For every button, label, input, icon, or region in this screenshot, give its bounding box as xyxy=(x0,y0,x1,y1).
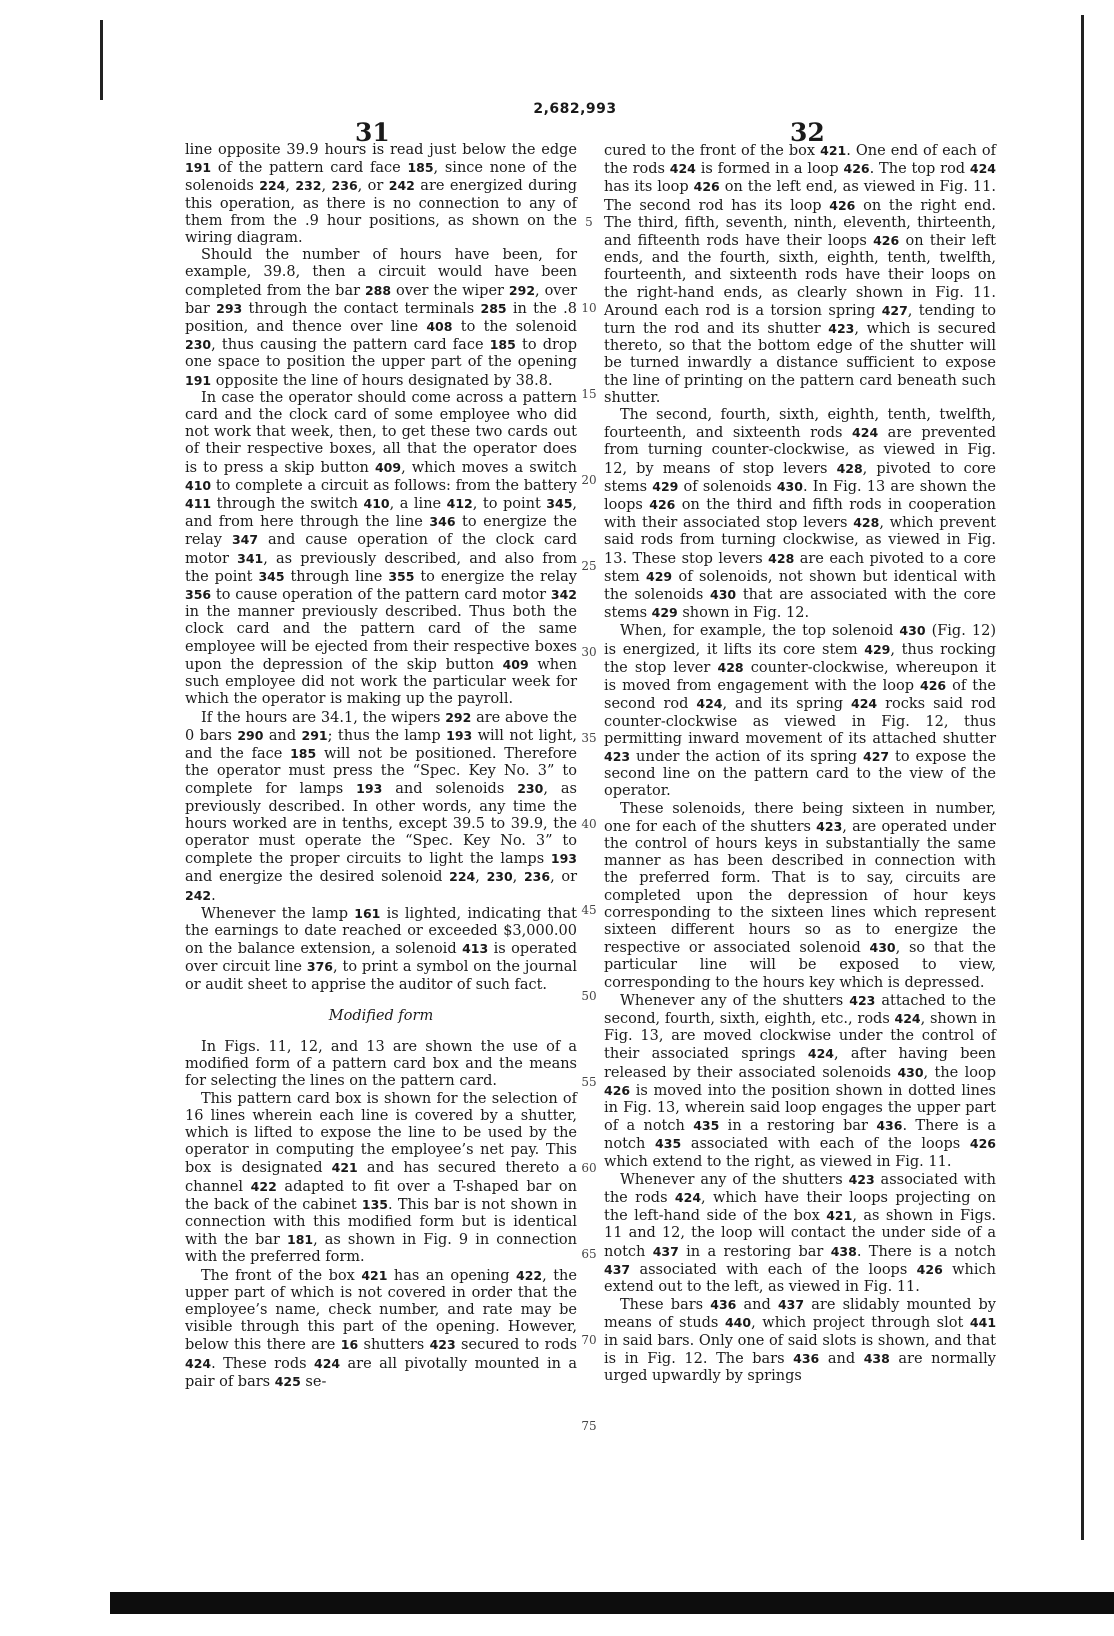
reference-numeral: 410 xyxy=(363,496,390,512)
paragraph: Whenever the lamp 161 is lighted, indicating that the earnings to date reached or exceeded $3,000.00 on the balance extension, a solenoid 413 is operated over circuit line 376, to print a symbol on the journal or audit sheet to apprise the auditor of such fact. xyxy=(185,905,577,993)
reference-numeral: 342 xyxy=(550,587,577,603)
reference-numeral: 421 xyxy=(361,1267,388,1283)
paragraph: cured to the front of the box 421. One end of each of the rods 424 is formed in a loop 426. The top rod 424 has its loop 426 on the left end, as viewed in Fig. 11. The second rod has its loop 426 on the right end. The third, fifth, seventh, ninth, eleventh, thirteenth, and fifteenth rods have their loops 426 on their left ends, and the fourth, sixth, eighth, tenth, twelfth, fourteenth, and sixteenth rods have their loops on the right-hand ends, as clearly shown in Fig. 11. Around each rod is a torsion spring 427, tending to turn the rod and its shutter 423, which is secured thereto, so that the bottom edge of the shutter will be turned inwardly a distance sufficient to expose the line of printing on the pattern card beneath such shutter. xyxy=(604,143,997,406)
reference-numeral: 423 xyxy=(849,992,876,1008)
reference-numeral: 356 xyxy=(185,587,212,603)
reference-numeral: 424 xyxy=(969,161,996,177)
reference-numeral: 341 xyxy=(237,550,264,566)
reference-numeral: 242 xyxy=(185,887,212,903)
reference-numeral: 345 xyxy=(258,568,285,584)
reference-numeral: 426 xyxy=(873,233,900,249)
reference-numeral: 16 xyxy=(340,1337,359,1353)
reference-numeral: 424 xyxy=(674,1189,702,1205)
line-number: 50 xyxy=(581,989,597,1003)
reference-numeral: 413 xyxy=(462,941,489,957)
reference-numeral: 236 xyxy=(523,869,551,885)
reference-numeral: 135 xyxy=(361,1196,388,1212)
line-number: 25 xyxy=(581,559,597,573)
reference-numeral: 236 xyxy=(331,178,358,194)
reference-numeral: 423 xyxy=(429,1337,456,1353)
reference-numeral: 426 xyxy=(693,179,720,195)
right-column xyxy=(604,142,996,1385)
reference-numeral: 412 xyxy=(446,496,473,512)
paragraph: In case the operator should come across a pattern card and the clock card of some employee who did not work that week, then, to get these two cards out of their respective boxes, all that the operator does is to press a skip button 409, which moves a switch 410 to complete a circuit as follows: from the battery 411 through the switch 410, a line 412, to point 345, and from here through the line 346 to energize the relay 347 and cause operation of the clock card motor 341, as previously described, and also from the point 345 through line 355 to energize the relay 356 to cause operation of the pattern card motor 342 in the manner previously described. Thus both the clock card and the pattern card of the same employee will be ejected from their respective boxes upon the depression of the skip button 409 when such employee did not work the particular week for which the operator is making up the payroll. xyxy=(185,389,578,708)
reference-numeral: 376 xyxy=(306,959,333,975)
reference-numeral: 430 xyxy=(899,623,926,639)
reference-numeral: 193 xyxy=(446,727,473,743)
reference-numeral: 347 xyxy=(231,532,259,548)
reference-numeral: 409 xyxy=(374,459,402,475)
reference-numeral: 193 xyxy=(550,851,577,867)
line-number-gutter xyxy=(576,142,602,1442)
reference-numeral: 421 xyxy=(820,143,847,158)
reference-numeral: 424 xyxy=(851,696,878,712)
reference-numeral: 437 xyxy=(777,1297,805,1313)
reference-numeral: 436 xyxy=(793,1350,820,1366)
reference-numeral: 292 xyxy=(445,709,472,725)
line-number: 20 xyxy=(581,473,597,487)
paragraph: These solenoids, there being sixteen in number, one for each of the shutters 423, are operated under the control of hours keys in substantially the same manner as has been described in connection with the preferred form. That is to say, circuits are completed upon the depression of hour keys corresponding to the sixteen lines which represent sixteen different hours so as to energize the respective or associated solenoid 430, so that the particular line will be exposed to view, corresponding to the hours key which is depressed. xyxy=(604,800,997,991)
reference-numeral: 421 xyxy=(826,1208,853,1224)
line-number: 10 xyxy=(581,301,597,315)
reference-numeral: 421 xyxy=(331,1160,358,1176)
reference-numeral: 185 xyxy=(407,160,434,176)
line-number: 45 xyxy=(581,903,597,917)
reference-numeral: 422 xyxy=(250,1178,277,1194)
reference-numeral: 230 xyxy=(486,869,513,885)
reference-numeral: 345 xyxy=(546,496,573,512)
left-margin-rule xyxy=(100,20,103,100)
page-number-left: 31 xyxy=(355,118,390,147)
line-number: 55 xyxy=(581,1075,597,1089)
reference-numeral: 430 xyxy=(776,478,803,494)
reference-numeral: 438 xyxy=(830,1243,857,1259)
reference-numeral: 436 xyxy=(710,1297,737,1313)
patent-number: 2,682,993 xyxy=(533,101,617,117)
reference-numeral: 425 xyxy=(274,1373,301,1389)
reference-numeral: 428 xyxy=(836,460,863,476)
line-number: 30 xyxy=(581,645,597,659)
reference-numeral: 429 xyxy=(646,568,673,584)
line-number: 35 xyxy=(581,731,597,745)
reference-numeral: 426 xyxy=(920,678,947,694)
reference-numeral: 181 xyxy=(287,1232,314,1248)
reference-numeral: 426 xyxy=(916,1261,943,1277)
line-number: 15 xyxy=(581,387,597,401)
paragraph: This pattern card box is shown for the selection of 16 lines wherein each line is covered by a shutter, which is lifted to expose the line to be used by the operator in computing the employee’s net pay. This box is designated 421 and has secured thereto a channel 422 adapted to fit over a T-shaped bar on the back of the cabinet 135. This bar is not shown in connection with this modified form but is identical with the bar 181, as shown in Fig. 9 in connection with the preferred form. xyxy=(185,1090,578,1266)
reference-numeral: 427 xyxy=(881,302,908,318)
reference-numeral: 426 xyxy=(604,1082,631,1098)
reference-numeral: 436 xyxy=(876,1118,903,1134)
reference-numeral: 440 xyxy=(724,1315,752,1331)
reference-numeral: 290 xyxy=(237,727,264,743)
reference-numeral: 230 xyxy=(517,781,544,797)
reference-numeral: 346 xyxy=(429,514,456,530)
paragraph: Whenever any of the shutters 423 attached to the second, fourth, sixth, eighth, etc., rods 424, shown in Fig. 13, are moved clockwise under the control of their associated springs 424, after having been released by their associated solenoids 430, the loop 426 is moved into the position shown in dotted lines in Fig. 13, wherein said loop engages the upper part of a notch 435 in a restoring bar 436. There is a notch 435 associated with each of the loops 426 which extend to the right, as viewed in Fig. 11. xyxy=(604,992,997,1170)
paragraph: If the hours are 34.1, the wipers 292 are above the 0 bars 290 and 291; thus the lamp 193 will not light, and the face 185 will not be positioned. Therefore the operator must press the “Spec. Key No. 3” to complete for lamps 193 and solenoids 230, as previously described. In other words, any time the hours worked are in tenths, except 39.5 to 39.9, the operator must operate the “Spec. Key No. 3” to complete the proper circuits to light the lamps 193 and energize the desired solenoid 224, 230, 236, or 242. xyxy=(185,709,578,904)
reference-numeral: 422 xyxy=(516,1267,543,1283)
left-column xyxy=(185,142,577,1391)
reference-numeral: 426 xyxy=(649,497,676,513)
paragraph: Should the number of hours have been, for example, 39.8, then a circuit would have been completed from the bar 288 over the wiper 292, over bar 293 through the contact terminals 285 in the .8 position, and thence over line 408 to the solenoid 230, thus causing the pattern card face 185 to drop one space to position the upper part of the opening 191 opposite the line of hours designated by 38.8. xyxy=(185,247,578,389)
reference-numeral: 291 xyxy=(301,727,328,743)
reference-numeral: 429 xyxy=(864,641,891,657)
reference-numeral: 426 xyxy=(829,197,856,213)
page-number-right: 32 xyxy=(790,118,825,147)
reference-numeral: 424 xyxy=(807,1046,834,1062)
reference-numeral: 292 xyxy=(508,282,536,298)
reference-numeral: 426 xyxy=(969,1136,996,1152)
reference-numeral: 191 xyxy=(185,372,212,388)
reference-numeral: 285 xyxy=(480,300,507,316)
paragraph: The front of the box 421 has an opening 422, the upper part of which is not covered in order that the employee’s name, check number, and rate may be visible through this part of the opening. However, below this there are 16 shutters 423 secured to rods 424. These rods 424 are all pivotally mounted in a pair of bars 425 se- xyxy=(185,1267,577,1390)
reference-numeral: 161 xyxy=(354,905,381,921)
paragraph: These bars 436 and 437 are slidably mounted by means of studs 440, which project through slot 441 in said bars. Only one of said slots is shown, and that is in Fig. 12. The bars 436 and 438 are normally urged upwardly by springs xyxy=(604,1297,997,1385)
reference-numeral: 355 xyxy=(388,568,415,584)
reference-numeral: 429 xyxy=(651,605,678,621)
reference-numeral: 191 xyxy=(185,160,212,176)
reference-numeral: 424 xyxy=(852,425,879,441)
reference-numeral: 426 xyxy=(843,161,870,177)
reference-numeral: 410 xyxy=(185,477,212,493)
reference-numeral: 224 xyxy=(259,178,286,194)
reference-numeral: 437 xyxy=(652,1243,679,1259)
reference-numeral: 430 xyxy=(897,1064,924,1080)
reference-numeral: 428 xyxy=(768,550,795,566)
line-number: 65 xyxy=(581,1247,597,1261)
paragraph: Whenever any of the shutters 423 associated with the rods 424, which have their loops projecting on the left-hand side of the box 421, as shown in Figs. 11 and 12, the loop will contact the under side of a notch 437 in a restoring bar 438. There is a notch 437 associated with each of the loops 426 which extend out to the left, as viewed in Fig. 11. xyxy=(604,1171,996,1295)
reference-numeral: 423 xyxy=(848,1171,875,1187)
reference-numeral: 409 xyxy=(502,656,529,672)
reference-numeral: 185 xyxy=(489,337,516,353)
reference-numeral: 423 xyxy=(604,748,631,764)
reference-numeral: 230 xyxy=(185,337,212,353)
reference-numeral: 435 xyxy=(655,1136,682,1152)
reference-numeral: 288 xyxy=(364,282,392,298)
bottom-scan-bar xyxy=(110,1592,1114,1614)
paragraph: When, for example, the top solenoid 430 (Fig. 12) is energized, it lifts its core stem 429, thus rocking the stop lever 428 counter-clockwise, whereupon it is moved from engagement with the loop 426 of the second rod 424, and its spring 424 rocks said rod counter-clockwise as viewed in Fig. 12, thus permitting inward movement of its attached shutter 423 under the action of its spring 427 to expose the second line on the pattern card to the view of the operator. xyxy=(604,623,997,800)
reference-numeral: 423 xyxy=(828,321,855,337)
reference-numeral: 408 xyxy=(426,319,453,335)
paragraph: The second, fourth, sixth, eighth, tenth, twelfth, fourteenth, and sixteenth rods 424 are prevented from turning counter-clockwise, as viewed in Fig. 12, by means of stop levers 428, pivoted to core stems 429 of solenoids 430. In Fig. 13 are shown the loops 426 on the third and fifth rods in cooperation with their associated stop levers 428, which prevent said rods from turning clockwise, as viewed in Fig. 13. These stop levers 428 are each pivoted to a core stem 429 of solenoids, not shown but identical with the solenoids 430 that are associated with the core stems 429 shown in Fig. 12. xyxy=(604,407,997,622)
section-subheading: Modified form xyxy=(328,1007,434,1024)
reference-numeral: 438 xyxy=(863,1350,890,1366)
reference-numeral: 424 xyxy=(185,1355,212,1371)
reference-numeral: 193 xyxy=(356,781,383,797)
reference-numeral: 429 xyxy=(652,478,679,494)
line-number: 5 xyxy=(585,215,593,229)
reference-numeral: 430 xyxy=(869,940,896,956)
reference-numeral: 224 xyxy=(449,869,476,885)
reference-numeral: 424 xyxy=(669,161,696,177)
reference-numeral: 424 xyxy=(894,1010,921,1026)
reference-numeral: 411 xyxy=(185,496,212,512)
paragraph: In Figs. 11, 12, and 13 are shown the use of a modified form of a pattern card box and the means for selecting the lines on the pattern card. xyxy=(185,1038,577,1090)
line-number: 75 xyxy=(581,1419,597,1433)
line-number: 60 xyxy=(581,1161,597,1175)
paragraph: line opposite 39.9 hours is read just below the edge 191 of the pattern card face 185, since none of the solenoids 224, 232, 236, or 242 are energized during this operation, as there is no connection to any of them from the .9 hour positions, as shown on the wiring diagram. xyxy=(185,142,578,247)
reference-numeral: 242 xyxy=(388,178,415,194)
right-margin-rule xyxy=(1081,15,1084,1540)
reference-numeral: 424 xyxy=(314,1355,341,1371)
line-number: 40 xyxy=(581,817,597,831)
reference-numeral: 430 xyxy=(710,587,737,603)
reference-numeral: 293 xyxy=(216,300,243,316)
reference-numeral: 428 xyxy=(853,515,880,531)
reference-numeral: 423 xyxy=(816,818,843,834)
reference-numeral: 427 xyxy=(863,748,890,764)
reference-numeral: 232 xyxy=(295,178,322,194)
reference-numeral: 435 xyxy=(693,1118,720,1134)
reference-numeral: 424 xyxy=(696,696,723,712)
reference-numeral: 437 xyxy=(604,1261,631,1277)
line-number: 70 xyxy=(581,1333,597,1347)
reference-numeral: 185 xyxy=(290,745,317,761)
reference-numeral: 428 xyxy=(717,659,744,675)
reference-numeral: 441 xyxy=(969,1315,997,1331)
